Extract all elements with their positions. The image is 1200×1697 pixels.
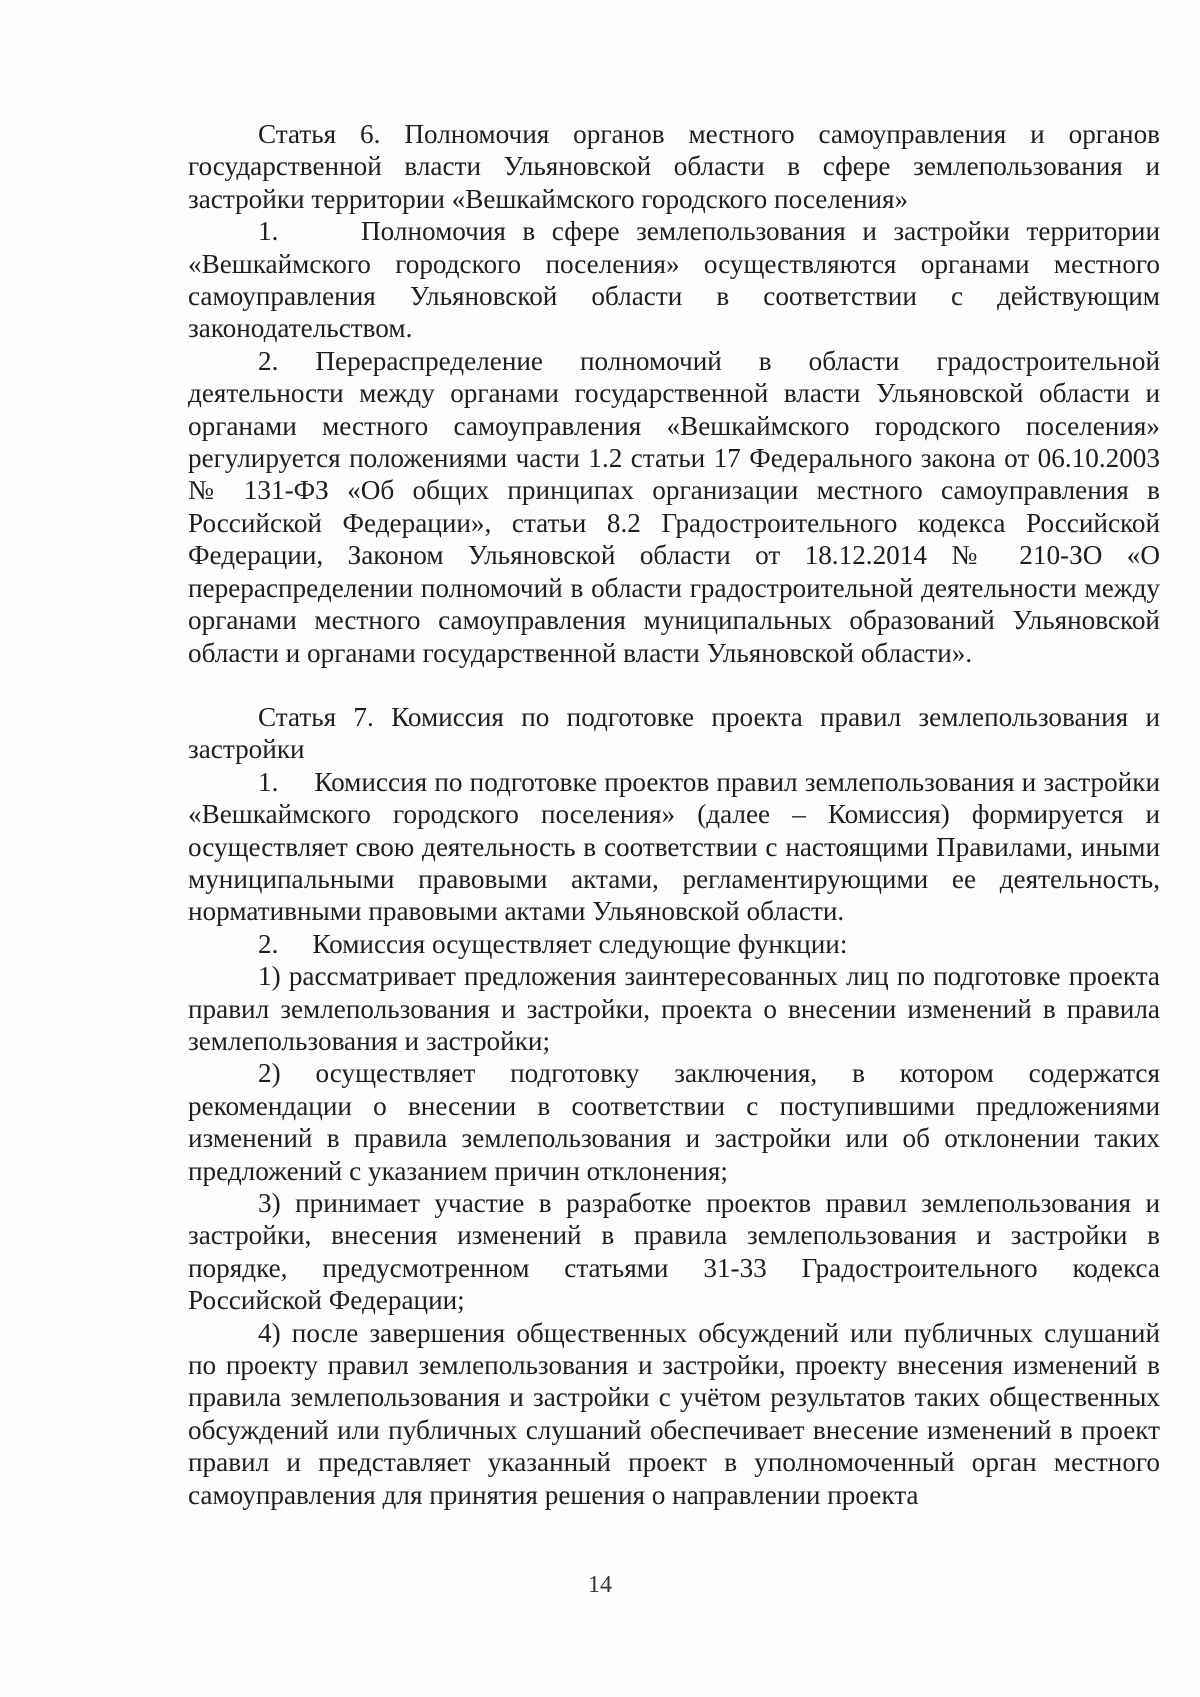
list-item: 2) осуществляет подготовку заключения, в котором содержатся рекомендации о внесении в соответствии с поступившими предложениями изменений в правила землепользования и застройки или об отклонении таких предложений с указанием причин отклонения;: [188, 1058, 1160, 1186]
list-item: 3) принимает участие в разработке проектов правил землепользования и застройки, внесения изменений в правила землепользования и застройки в порядке, предусмотренном статьями 31-33 Градостроительного кодекса Российской Федерации;: [188, 1188, 1160, 1316]
paragraph: 1. Полномочия в сфере землепользования и застройки территории «Вешкаймского городского поселения» осуществляются органами местного самоуправления Ульяновской области в соответствии с действующим законодательством.: [188, 216, 1167, 344]
article-heading: Статья 6. Полномочия органов местного самоуправления и органов государственной власти Ульяновской области в сфере землепользования и застройки территории «Вешкаймского городского поселения»: [188, 119, 1160, 214]
list-item: 1) рассматривает предложения заинтересованных лиц по подготовке проекта правил землепользования и застройки, проекта о внесении изменений в правила землепользования и застройки;: [188, 961, 1160, 1056]
paragraph: 2. Комиссия осуществляет следующие функции:: [258, 928, 848, 959]
document-body: [188, 118, 1167, 1511]
article-heading: Статья 7. Комиссия по подготовке проекта правил землепользования и застройки: [188, 701, 1160, 765]
article-6: [188, 118, 1167, 669]
article-7: [188, 701, 1167, 1511]
page-number: 14: [588, 1572, 612, 1598]
paragraph: 2. Перераспределение полномочий в области градостроительной деятельности между органами государственной власти Ульяновской области и органами местного самоуправления «Вешкаймского городского поселения» регулируется положениями части 1.2 статьи 17 Федерального закона от 06.10.2003 № 131-ФЗ «Об общих принципах организации местного самоуправления в Российской Федерации», статьи 8.2 Градостроительного кодекса Российской Федерации, Законом Ульяновской области от 18.12.2014 № 210-ЗО «О перераспределении полномочий в области градостроительной деятельности между органами местного самоуправления муниципальных образований Ульяновской области и органами государственной власти Ульяновской области».: [188, 345, 1160, 668]
list-item: 4) после завершения общественных обсуждений или публичных слушаний по проекту правил землепользования и застройки, проекту внесения изменений в правила землепользования и застройки с учётом результатов таких общественных обсуждений или публичных слушаний обеспечивает внесение изменений в проект правил и представляет указанный проект в уполномоченный орган местного самоуправления для принятия решения о направлении проекта: [188, 1317, 1160, 1510]
paragraph: 1. Комиссия по подготовке проектов правил землепользования и застройки «Вешкаймского городского поселения» (далее – Комиссия) формируется и осуществляет свою деятельность в соответствии с настоящими Правилами, иными муниципальными правовыми актами, регламентирующими ее деятельность, нормативными правовыми актами Ульяновской области.: [188, 766, 1167, 927]
